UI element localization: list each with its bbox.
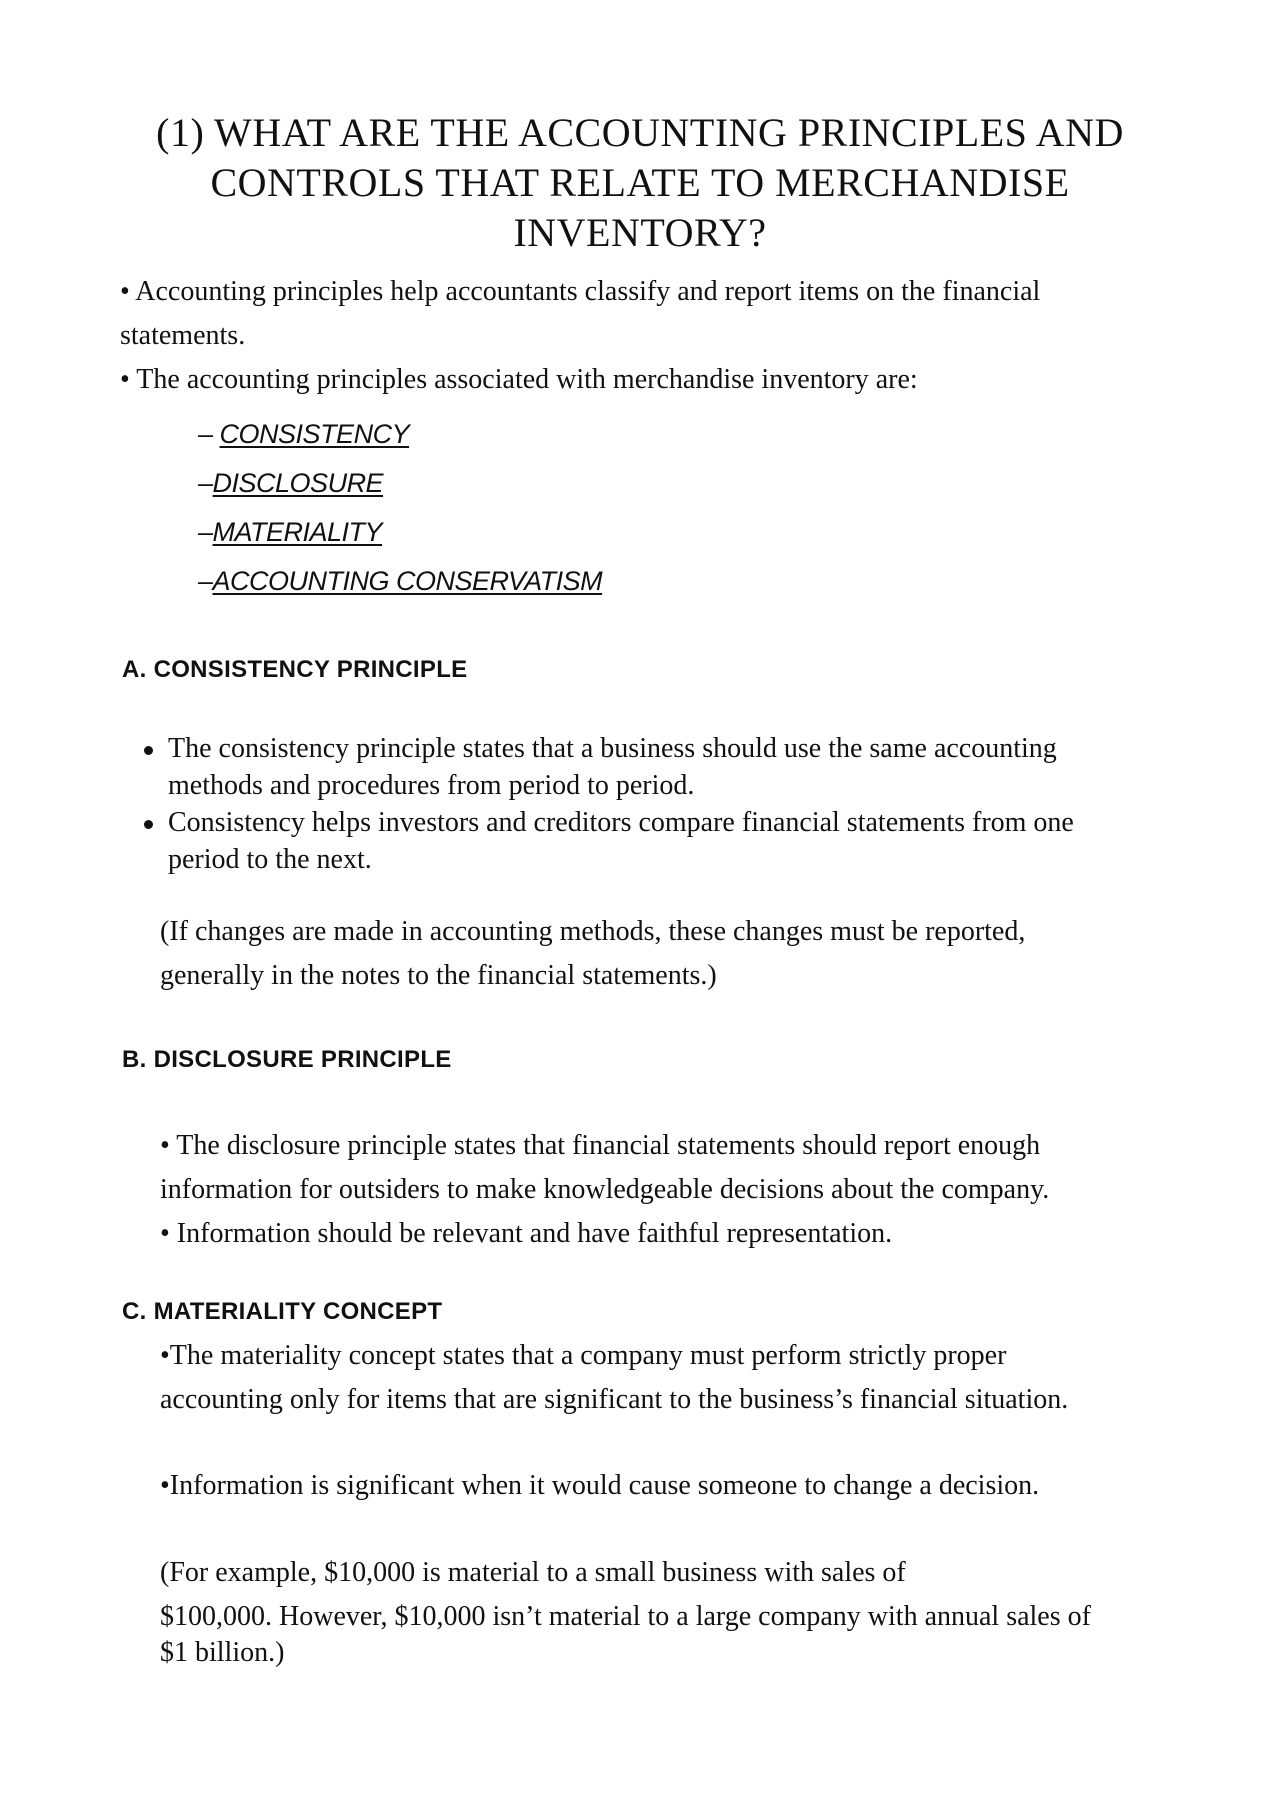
- principles-list: [198, 410, 602, 606]
- section-c-bullet-2: •Information is significant when it would cause someone to change a decision.: [160, 1470, 1040, 1501]
- section-c-body: [160, 1334, 1170, 1422]
- bullet-dot-icon: [144, 746, 153, 755]
- intro-paragraph: [120, 270, 1180, 402]
- dash: –: [198, 419, 213, 449]
- bullet-dot-icon: [144, 820, 153, 829]
- list-item: [144, 804, 1174, 878]
- section-b-bullet-1-line-1: • The disclosure principle states that financial statements should report enough: [160, 1130, 1041, 1161]
- intro-bullet-1-line-1: • Accounting principles help accountants classify and report items on the financial: [120, 276, 1041, 307]
- section-b-heading: B. DISCLOSURE PRINCIPLE: [122, 1046, 452, 1073]
- section-a-note-line-1: (If changes are made in accounting methods, these changes must be reported,: [160, 916, 1026, 947]
- section-c-bullet-1-line-1: •The materiality concept states that a company must perform strictly proper: [160, 1340, 1007, 1371]
- intro-bullet-2: • The accounting principles associated with merchandise inventory are:: [120, 364, 918, 395]
- principle-item: [198, 508, 602, 557]
- section-a-note-line-2: generally in the notes to the financial statements.): [160, 960, 717, 991]
- section-c-heading: C. MATERIALITY CONCEPT: [122, 1298, 443, 1325]
- dash: –: [198, 468, 213, 498]
- section-b-body: [160, 1124, 1170, 1256]
- page-title: [120, 108, 1160, 258]
- principle-consistency: CONSISTENCY: [219, 419, 410, 449]
- section-b-bullet-1-line-2: information for outsiders to make knowledgeable decisions about the company.: [160, 1174, 1050, 1205]
- dash: –: [198, 566, 213, 596]
- section-a-bullets: [144, 730, 1174, 878]
- page-title-line-1: (1) WHAT ARE THE ACCOUNTING PRINCIPLES AND: [156, 110, 1124, 155]
- principle-item: [198, 459, 602, 508]
- section-b-bullet-2: • Information should be relevant and have faithful representation.: [160, 1218, 893, 1249]
- list-item: [144, 730, 1174, 804]
- principle-accounting-conservatism: ACCOUNTING CONSERVATISM: [212, 566, 603, 596]
- section-c-bullet-1-line-2: accounting only for items that are significant to the business’s financial situation.: [160, 1384, 1069, 1415]
- section-c-example: [160, 1551, 1170, 1675]
- section-a-bullet-2-line-2: period to the next.: [168, 844, 372, 875]
- section-a-bullet-1-line-1: The consistency principle states that a business should use the same accounting: [168, 733, 1057, 764]
- section-c-example-line-1: (For example, $10,000 is material to a small business with sales of: [160, 1557, 906, 1588]
- page-title-line-3: INVENTORY?: [513, 210, 767, 255]
- principle-item: [198, 410, 602, 459]
- principle-materiality: MATERIALITY: [212, 517, 383, 547]
- dash: –: [198, 517, 213, 547]
- section-a-bullet-1-line-2: methods and procedures from period to period.: [168, 770, 695, 801]
- section-c-example-line-3: $1 billion.): [160, 1637, 285, 1668]
- principle-item: [198, 557, 602, 606]
- principle-disclosure: DISCLOSURE: [212, 468, 384, 498]
- page-title-line-2: CONTROLS THAT RELATE TO MERCHANDISE: [210, 160, 1070, 205]
- intro-bullet-1-line-2: statements.: [120, 320, 246, 351]
- section-a-bullet-2-line-1: Consistency helps investors and creditors compare financial statements from one: [168, 807, 1074, 838]
- section-c-example-line-2: $100,000. However, $10,000 isn’t material to a large company with annual sales of: [160, 1601, 1091, 1632]
- section-a-heading: A. CONSISTENCY PRINCIPLE: [122, 656, 468, 683]
- section-a-note: [160, 910, 1170, 998]
